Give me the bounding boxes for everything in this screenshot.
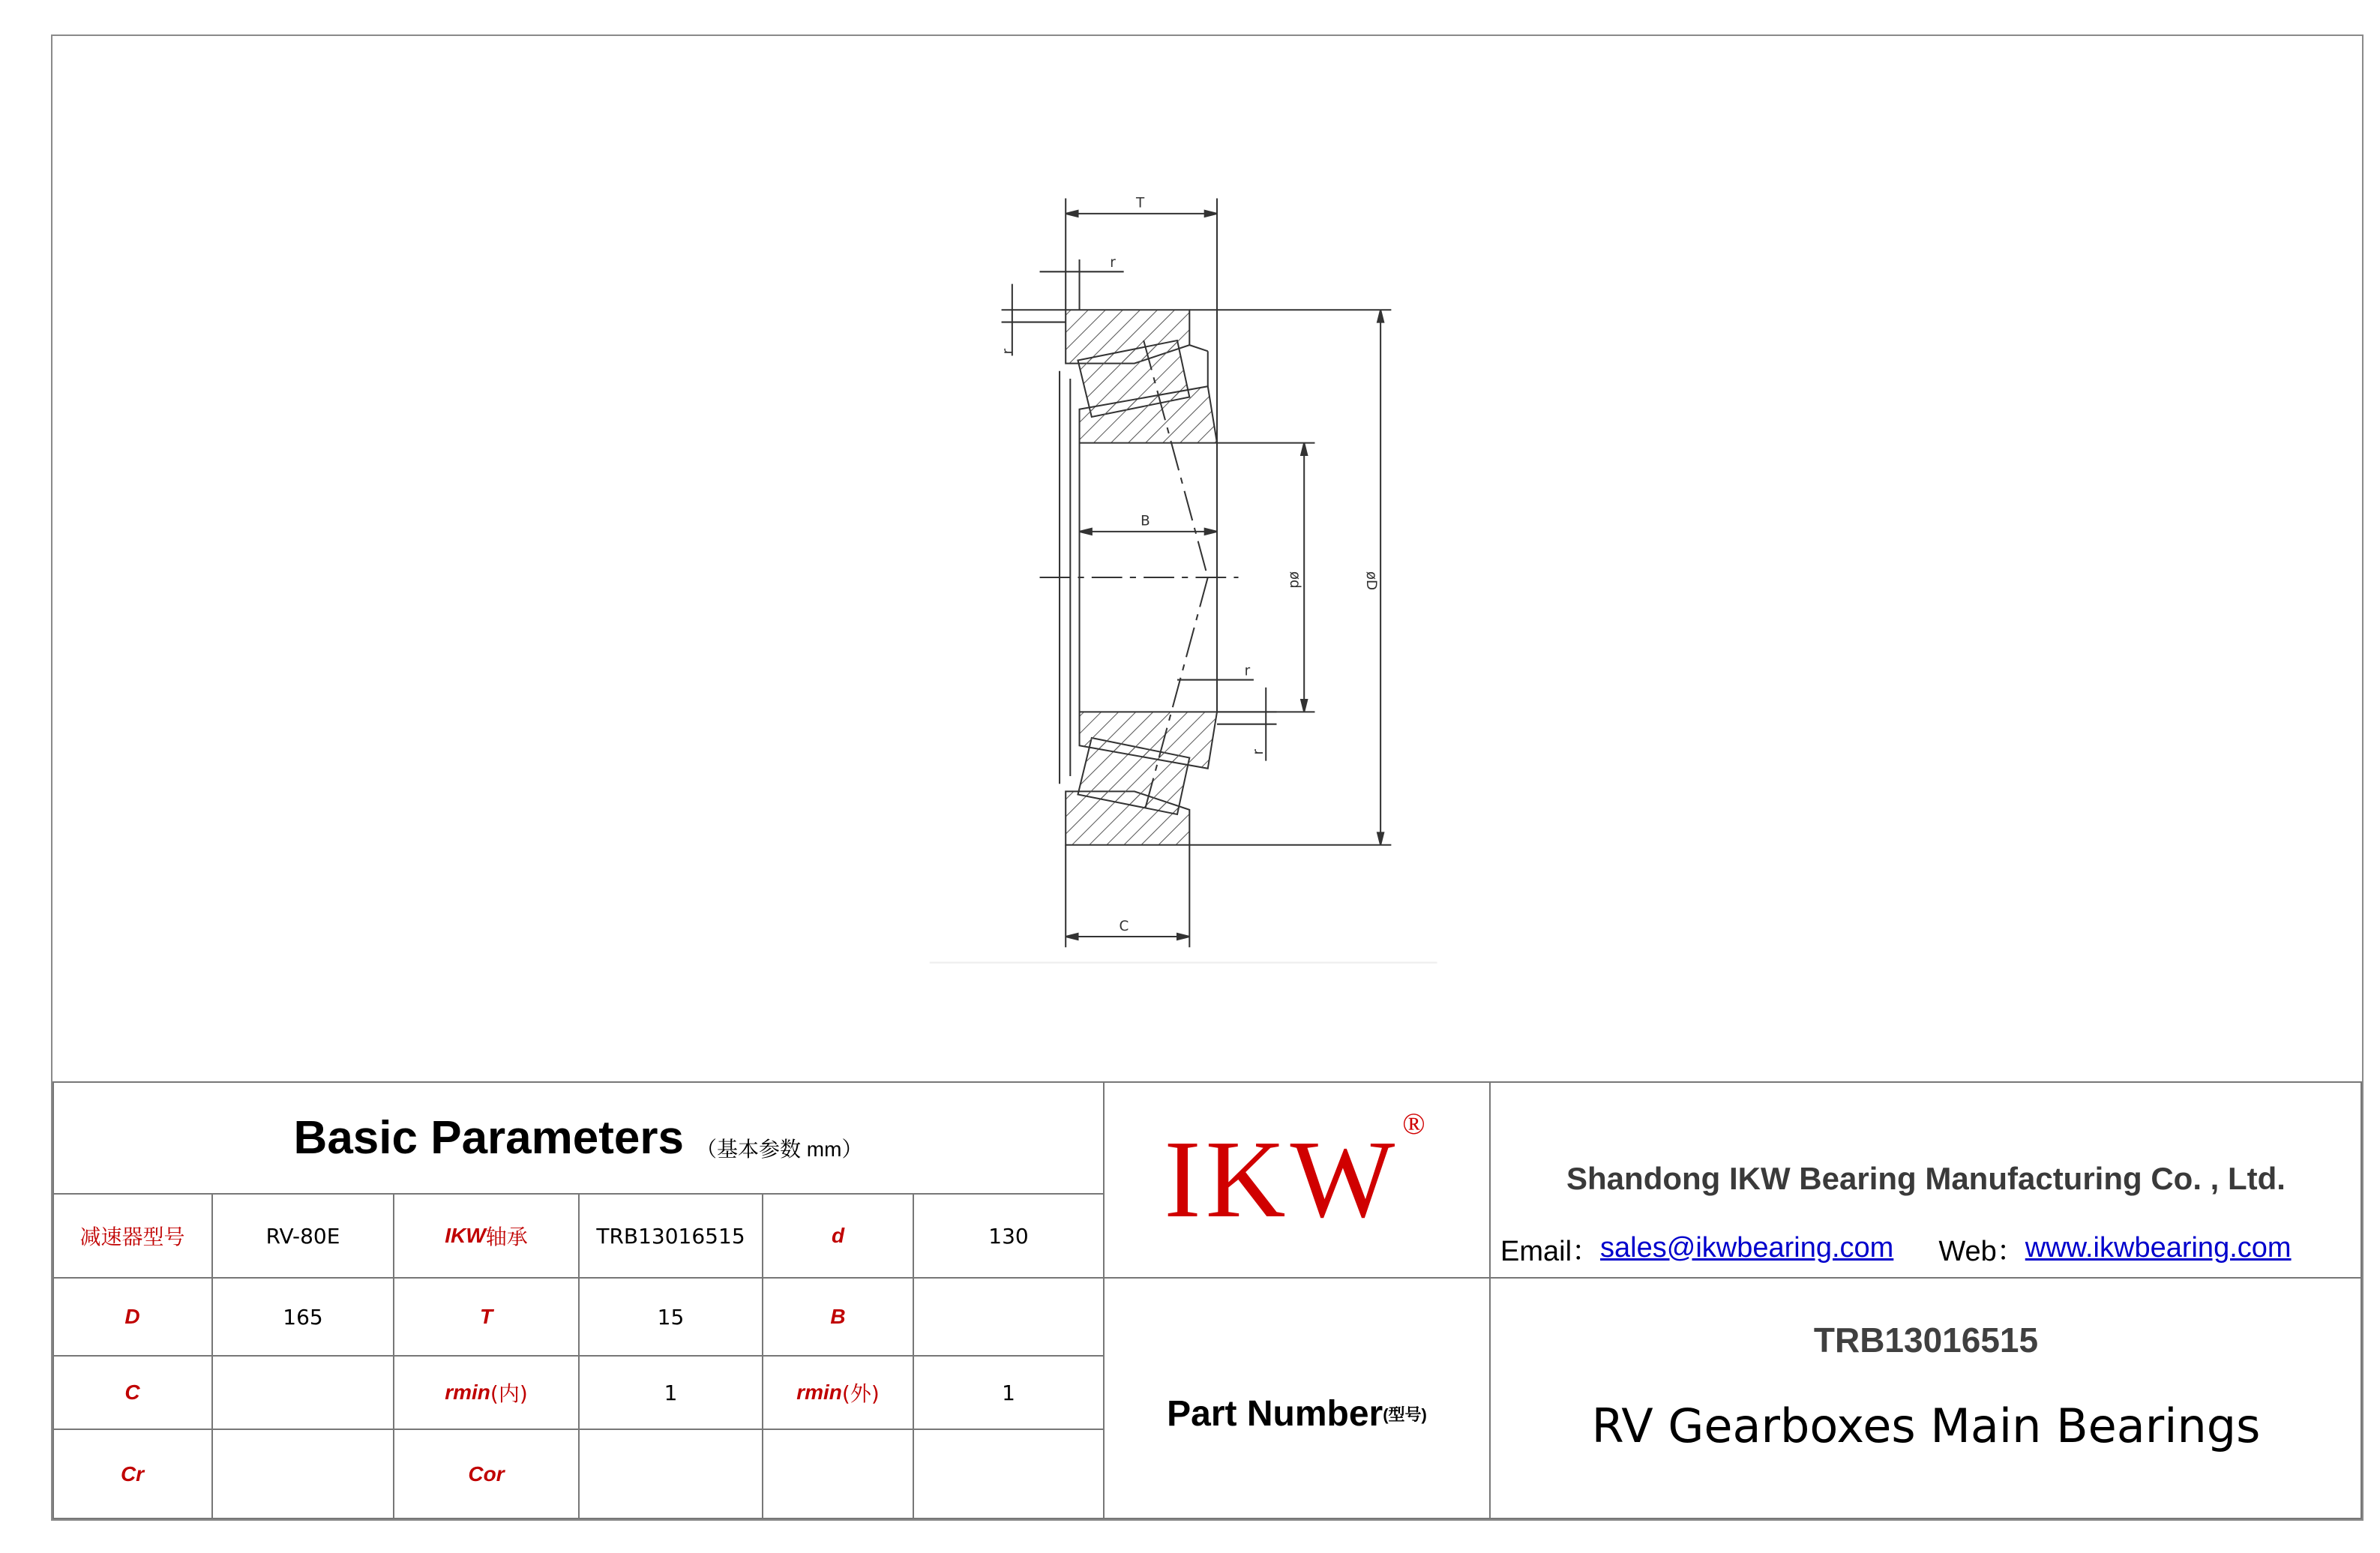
ikw-logo [1104, 1081, 1490, 1278]
ikw-bearing-value: TRB13016515 [596, 1223, 745, 1249]
email-link[interactable]: sales@ikwbearing.com [1600, 1231, 1894, 1264]
d-value: 130 [988, 1223, 1029, 1249]
company-contact [1490, 1221, 2362, 1275]
title-block [52, 1081, 2362, 1519]
C-label: C [124, 1381, 140, 1404]
dim-r-bottom-h: r [1244, 663, 1251, 679]
ikw-bearing-text: 轴承 [485, 1225, 528, 1249]
basic-parameters-title: Basic Parameters [293, 1111, 685, 1164]
T-label: T [479, 1305, 493, 1328]
Cor-value [579, 1429, 763, 1519]
rmin-outer-value: 1 [1002, 1380, 1015, 1405]
dim-T: T [1135, 195, 1145, 211]
web-link[interactable]: www.ikwbearing.com [2025, 1231, 2292, 1264]
logo-text: IKW [1164, 1118, 1400, 1241]
bearing-drawing [915, 180, 1440, 975]
Cor-label: Cor [468, 1462, 505, 1486]
dim-r-bottom-v: r [1251, 748, 1267, 755]
Cr-value [212, 1429, 394, 1519]
dim-r-top: r [1110, 255, 1116, 271]
part-number-label: Part Number (型号) [1167, 1393, 1427, 1434]
reducer-model-label: 减速器型号 [79, 1225, 185, 1249]
part-number-value: TRB13016515 [1813, 1321, 2039, 1360]
registered-mark: ® [1402, 1106, 1430, 1141]
part-number-label-cn: (型号) [1383, 1405, 1427, 1424]
D-label: D [124, 1305, 140, 1328]
T-value: 15 [657, 1304, 685, 1330]
d-label: d [831, 1224, 845, 1247]
company-name: Shandong IKW Bearing Manufacturing Co. , Ltd. [1566, 1161, 2286, 1196]
dim-D: øD [1362, 571, 1379, 591]
web-label: Web： [1938, 1235, 2025, 1267]
dim-B: B [1141, 513, 1150, 529]
reducer-model-value: RV-80E [265, 1223, 340, 1249]
rmin-inner-value: 1 [664, 1380, 678, 1405]
basic-parameters-subtitle: （基本参数 mm） [696, 1138, 863, 1161]
C-value [212, 1356, 394, 1429]
dim-d: ød [1286, 571, 1302, 589]
D-value: 165 [283, 1304, 323, 1330]
rmin-inner-label: rmin (内) [445, 1381, 528, 1406]
basic-parameters-header [52, 1081, 1104, 1194]
email-label: Email： [1500, 1235, 1601, 1267]
B-label: B [830, 1305, 846, 1328]
ikw-bearing-label [394, 1194, 579, 1278]
dim-C: C [1119, 918, 1129, 934]
rmin-outer-label: rmin (外) [796, 1381, 880, 1406]
Cr-label: Cr [120, 1462, 145, 1486]
B-value [913, 1278, 1104, 1356]
dim-r-left: r [1000, 348, 1016, 355]
part-description: RV Gearboxes Main Bearings [1591, 1398, 2261, 1453]
ikw-bearing-brand: IKW [445, 1224, 486, 1247]
